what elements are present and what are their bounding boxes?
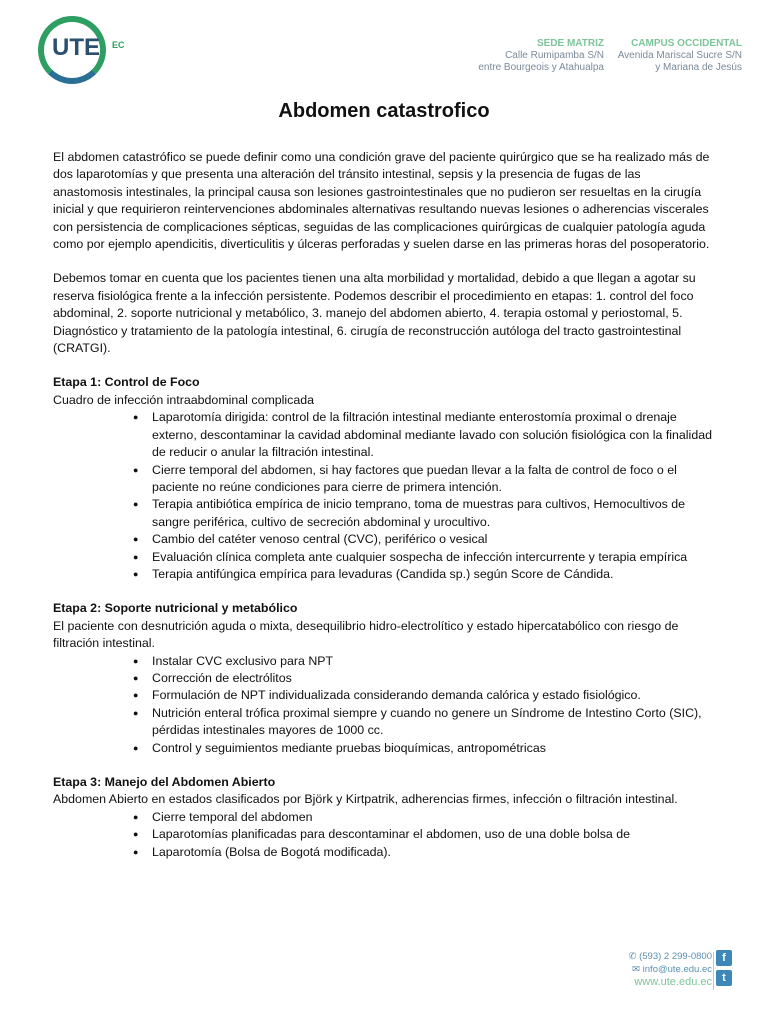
etapa-subtitle: El paciente con desnutrición aguda o mixta, desequilibrio hidro-electrolítico y estado hipercatabólico con riesgo de filtración intestinal. <box>53 618 679 651</box>
ute-logo <box>38 16 128 100</box>
mail-icon: ✉ <box>632 964 641 975</box>
intro-paragraph: El abdomen catastrófico se puede definir como una condición grave del paciente quirúrgico que se ha realizado más de dos laparotomías y que presenta una alteración del tránsito intestinal, sepsis y la presencia de fugas de las anastomosis intestinales, la principal causa son lesiones gastrointestinales que no pudieron ser resueltas en la cirugía inicial y que requirieron reintervenciones abdominales alternativas resultando nuevas lesiones o adherencias viscerales con persistencia de complicaciones sépticas, seguidas de las complicaciones quirúrgicas de cualquier patología aguda como por ejemplo apendicitis, diverticulitis y úlceras perforadas y suelen darse en las primeras horas del posoperatorio. <box>53 150 710 252</box>
list-item: ● Corrección de electrólitos <box>152 670 713 687</box>
list-item: ● Evaluación clínica completa ante cualquier sospecha de infección intercurrente y terapia empírica <box>152 549 713 566</box>
list-item: ● Control y seguimientos mediante pruebas bioquímicas, antropométricas <box>152 740 713 757</box>
list-item: ● Laparotomía dirigida: control de la filtración intestinal mediante enterostomía proximal o drenaje externo, descontaminar la cavidad abdominal mediante lavado con solución fisiológica con la finalidad de reducir o anular la filtración intestinal. <box>152 409 713 461</box>
social-links <box>716 950 738 990</box>
etapa-list <box>53 809 713 861</box>
document-title: Abdomen catastrofico <box>278 100 490 122</box>
etapa-list <box>53 653 713 757</box>
document-body <box>53 149 713 861</box>
etapa-heading: Etapa 2: Soporte nutricional y metabólico <box>53 601 298 616</box>
list-item: ● Cambio del catéter venoso central (CVC), periférico o vesical <box>152 531 713 548</box>
contact-info <box>629 950 713 989</box>
website-link[interactable]: www.ute.edu.ec <box>634 976 712 988</box>
twitter-icon[interactable]: t <box>716 970 732 986</box>
list-item: ● Cierre temporal del abdomen, si hay factores que puedan llevar a la falta de control de foco o el paciente no reúne condiciones para cierre de primera intención. <box>152 462 713 497</box>
etapa-list <box>53 409 713 583</box>
phone-line: ✆ (593) 2 299-0800 <box>628 951 712 962</box>
phone-icon: ✆ <box>628 951 637 962</box>
logo-text: UTE <box>52 34 100 61</box>
etapa-heading: Etapa 3: Manejo del Abdomen Abierto <box>53 775 276 789</box>
list-item: ● Formulación de NPT individualizada considerando demanda calórica y estado fisiológico. <box>152 687 713 704</box>
list-item: ● Cierre temporal del abdomen <box>152 809 713 826</box>
etapa-subtitle: Cuadro de infección intraabdominal complicada <box>53 392 315 407</box>
list-item: ● Laparotomías planificadas para descontaminar el abdomen, uso de una doble bolsa de <box>152 826 713 843</box>
address-campus-occidental: CAMPUS OCCIDENTAL Avenida Mariscal Sucre S/N y Mariana de Jesús <box>617 38 742 73</box>
etapa-heading: Etapa 1: Control de Foco <box>53 375 200 390</box>
facebook-icon[interactable]: f <box>716 950 732 966</box>
list-item: ● Instalar CVC exclusivo para NPT <box>152 653 713 670</box>
list-item: ● Laparotomía (Bolsa de Bogotá modificada). <box>152 844 713 861</box>
list-item: ● Terapia antifúngica empírica para levaduras (Candida sp.) según Score de Cándida. <box>152 566 713 583</box>
list-item: ● Nutrición enteral trófica proximal siempre y cuando no genere un Síndrome de Intestino Corto (SIC), pérdidas intestinales mayores de 1000 cc. <box>152 705 713 740</box>
divider <box>713 952 714 990</box>
logo-suffix: EC <box>112 40 125 50</box>
list-item: ● Terapia antibiótica empírica de inicio temprano, toma de muestras para cultivos, Hemocultivos de sangre periférica, cultivo de secreción abdominal y urocultivo. <box>152 496 713 531</box>
address-sede-matriz: SEDE MATRIZ Calle Rumipamba S/N entre Bourgeois y Atahualpa <box>478 38 604 73</box>
email-line: ✉ info@ute.edu.ec <box>632 964 712 975</box>
intro-paragraph: Debemos tomar en cuenta que los pacientes tienen una alta morbilidad y mortalidad, debido a que llegan a agotar su reserva fisiológica frente a la infección persistente. Podemos describir el procedimiento en etapas: 1. control del foco abdominal, 2. soporte nutricional y metabólico, 3. manejo del abdomen abierto, 4. terapia ostomal y periostomal, 5. Diagnóstico y tratamiento de la patología intestinal, 6. cirugía de reconstrucción autóloga del tracto gastrointestinal (CRATGI). <box>53 271 696 356</box>
etapa-subtitle: Abdomen Abierto en estados clasificados por Björk y Kirtpatrik, adherencias firmes, infección o filtración intestinal. <box>53 792 678 807</box>
